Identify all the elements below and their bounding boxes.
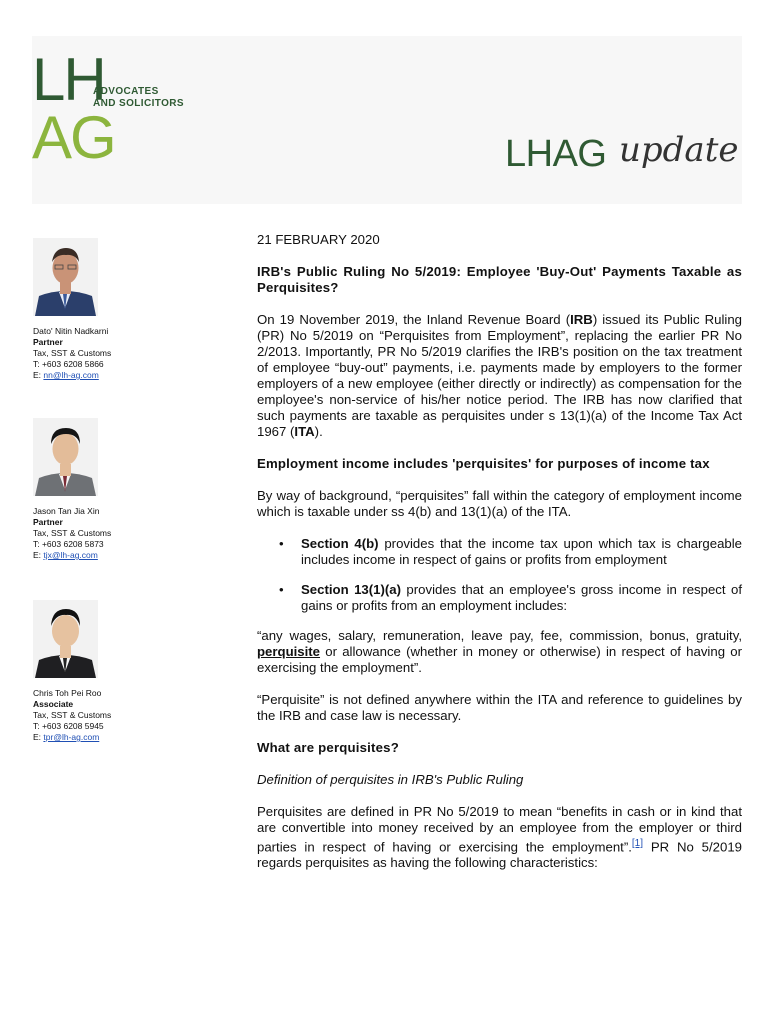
bold-term: IRB [570,312,593,327]
logo-tagline-line2: AND SOLICITORS [93,98,184,109]
text-run: ). [314,424,323,439]
email-prefix: E: [33,370,44,380]
contact-name: Jason Tan Jia Xin [33,506,100,516]
list-item [257,582,742,614]
contact-info [33,506,203,561]
contact-phone: T: +603 6208 5873 [33,539,104,549]
contact-email-row [33,550,203,561]
portrait-photo [33,238,98,316]
subsection-heading: Definition of perquisites in IRB's Public Ruling [257,772,524,787]
logo-ag: AG [32,104,115,171]
contact-email-row [33,370,203,381]
contact-card [33,600,203,743]
email-prefix: E: [33,550,44,560]
section-heading: What are perquisites? [257,740,399,755]
contact-info [33,688,203,743]
sections-list [257,536,742,614]
contact-dept: Tax, SST & Customs [33,528,112,538]
contact-email-link[interactable]: nn@lh-ag.com [43,370,99,380]
logo-tagline-line1: ADVOCATES [93,86,159,97]
article-body [257,232,742,887]
contact-name: Chris Toh Pei Roo [33,688,102,698]
portrait-photo [33,600,98,678]
text-run: “any wages, salary, remuneration, leave pay, fee, commission, bonus, gratuity, [257,628,742,643]
contact-info [33,326,203,381]
contact-email-row [33,732,203,743]
logo-lh: LH [32,46,105,113]
contact-card [33,238,203,381]
update-logo-word: LHAG [505,133,607,175]
intro-paragraph [257,312,742,440]
article-date: 21 FEBRUARY 2020 [257,232,380,247]
text-run: On 19 November 2019, the Inland Revenue Board ( [257,312,571,327]
perquisite-paragraph: “Perquisite” is not defined anywhere within the ITA and reference to guidelines by the IRB and case law is necessary. [257,692,742,723]
contact-role: Partner [33,337,63,347]
bold-term: Section 4(b) [301,536,379,551]
contact-card [33,418,203,561]
list-item [257,536,742,568]
bold-term: Section 13(1)(a) [301,582,401,597]
contact-name: Dato' Nitin Nadkarni [33,326,109,336]
footnote-link[interactable]: [1] [631,838,643,849]
emphasized-term: perquisite [257,644,321,659]
contact-phone: T: +603 6208 5945 [33,721,104,731]
logo-tagline [93,86,184,110]
article-title: IRB's Public Ruling No 5/2019: Employee 'Buy-Out' Payments Taxable as Perquisites? [257,264,742,295]
background-paragraph: By way of background, “perquisites” fall within the category of employment income which is taxable under ss 4(b) and 13(1)(a) of the ITA. [257,488,742,519]
contact-role: Partner [33,517,63,527]
contact-email-link[interactable]: tjx@lh-ag.com [43,550,98,560]
lhag-logo [32,46,202,171]
text-run: provides that the income tax upon which tax is chargeable includes income in respect of gains or profits from employment [301,536,742,567]
portrait-photo [33,418,98,496]
text-run: PR No 5/2019 regards perquisites as having the following characteristics: [257,839,742,871]
contact-phone: T: +603 6208 5866 [33,359,104,369]
statute-quote [257,628,742,676]
definition-paragraph [257,804,742,871]
contact-dept: Tax, SST & Customs [33,710,112,720]
contact-role: Associate [33,699,74,709]
bold-term: ITA [294,424,315,439]
lhag-update-logo [505,128,745,188]
section-heading: Employment income includes 'perquisites' for purposes of income tax [257,456,710,471]
text-run: ) issued its Public Ruling (PR) No 5/2019 on “Perquisites from Employment”, replacing the earlier PR No 2/2013. Importantly, PR No 5/2019 clarifies the IRB's position on the tax treatment of employee “buy-out” payments, i.e. payments made by employers to the former employers of a new employee (either directly or indirectly) as compensation for the employee's non-service of his/her notice period. The IRB has now clarified that such payments are taxable as perquisites under s 13(1)(a) of the Income Tax Act 1967 ( [257,312,742,439]
contact-email-link[interactable]: tpr@lh-ag.com [43,732,100,742]
text-run: or allowance (whether in money or otherwise) in respect of having or exercising the employment”. [257,644,742,675]
update-logo-script: update [619,130,739,170]
text-run: Perquisites are defined in PR No 5/2019 to mean “benefits in cash or in kind that are convertible into money received by an employee from the employer or third parties in respect of having or exercising the employment”. [257,804,742,855]
text-run: provides that an employee's gross income in respect of gains or profits from an employment includes: [301,582,743,613]
email-prefix: E: [33,732,44,742]
contact-dept: Tax, SST & Customs [33,348,112,358]
